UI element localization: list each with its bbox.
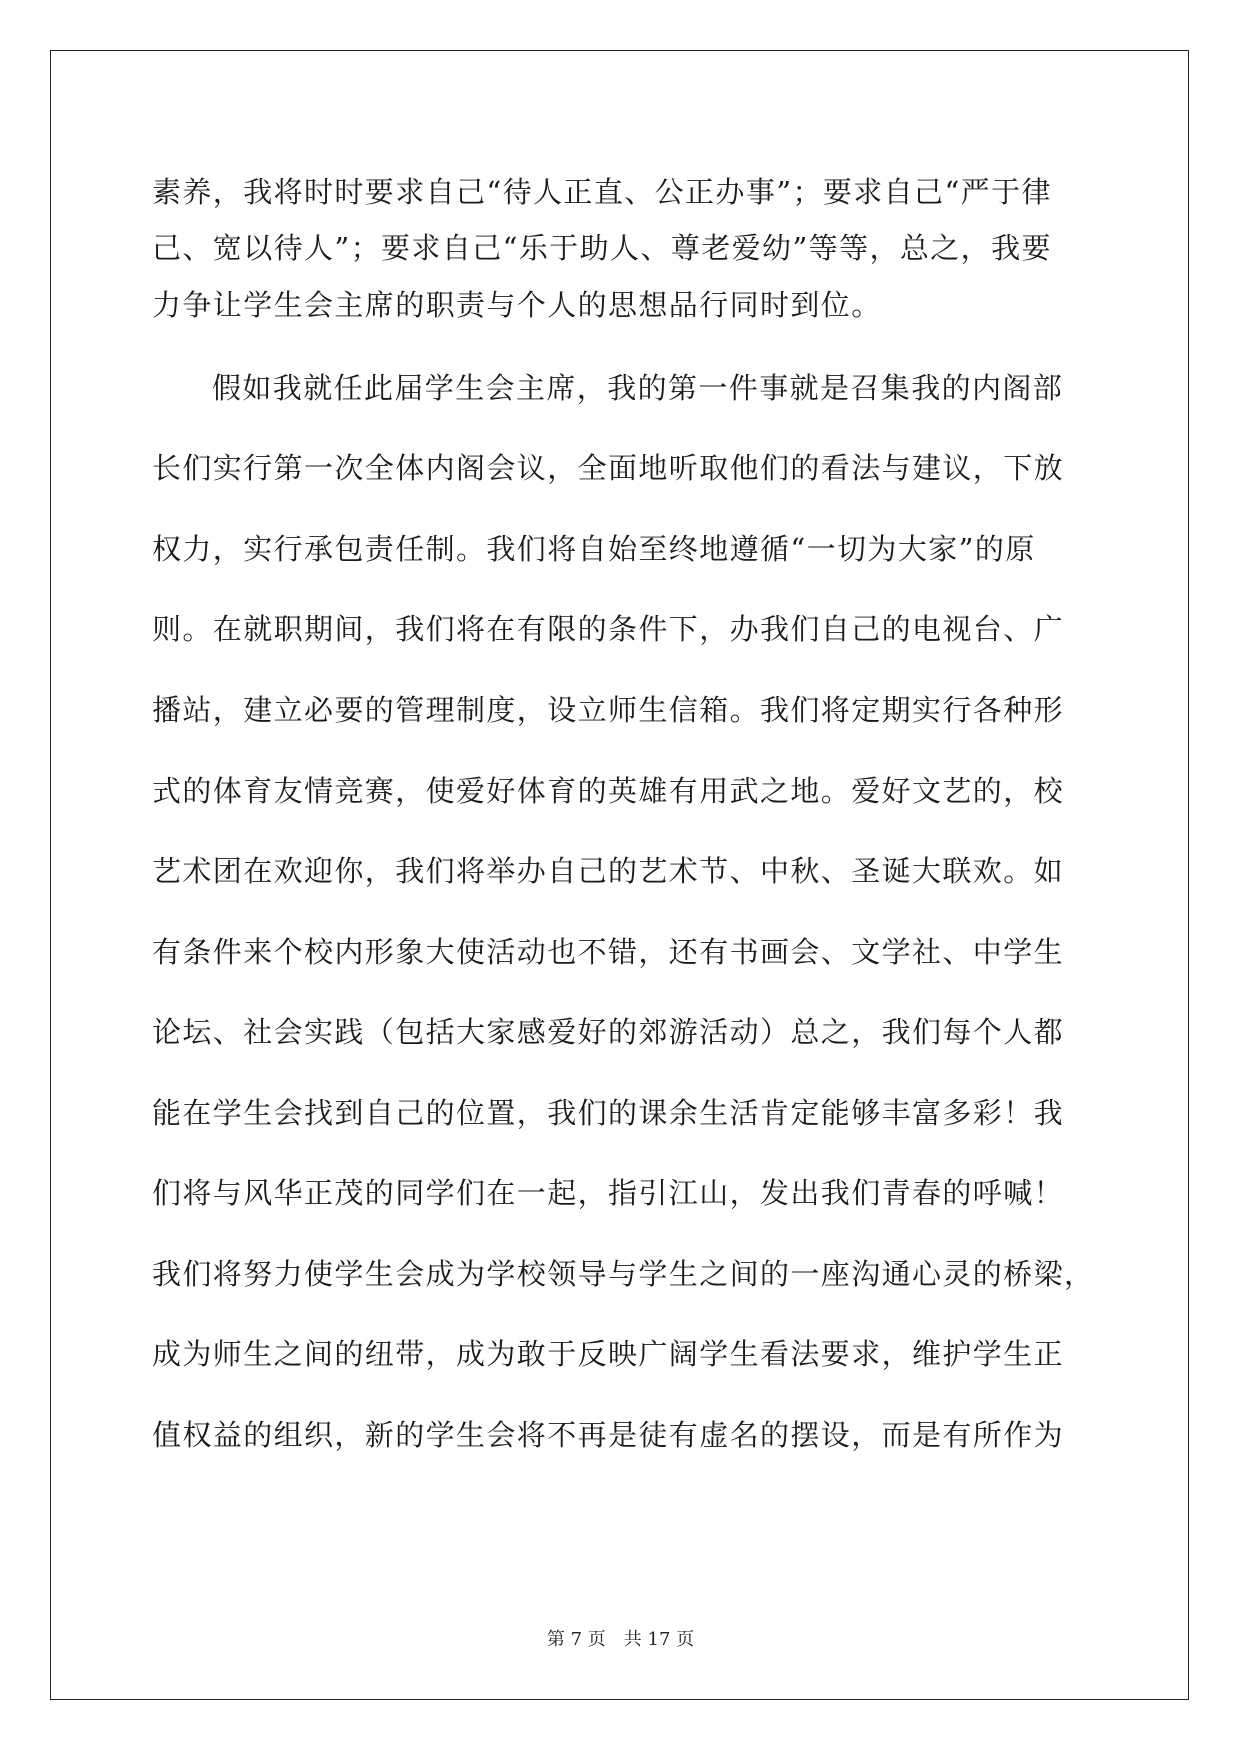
text-line: 值权益的组织，新的学生会将不再是徒有虚名的摆设，而是有所作为 — [152, 1418, 1065, 1452]
text-line: 长们实行第一次全体内阁会议，全面地听取他们的看法与建议，下放 — [152, 451, 1065, 485]
paragraph-first-line: 假如我就任此届学生会主席，我的第一件事就是召集我的内阁部 — [212, 371, 1064, 405]
text-line: 则。在就职期间，我们将在有限的条件下，办我们自己的电视台、广 — [152, 612, 1065, 646]
text-line: 成为师生之间的纽带，成为敢于反映广阔学生看法要求，维护学生正 — [152, 1337, 1065, 1371]
page-footer — [0, 1628, 1241, 1652]
text-line: 式的体育友情竞赛，使爱好体育的英雄有用武之地。爱好文艺的，校 — [152, 774, 1065, 808]
text-line: 力争让学生会主席的职责与个人的思想品行同时到位。 — [152, 288, 882, 322]
text-line: 论坛、社会实践（包括大家感爱好的郊游活动）总之，我们每个人都 — [152, 1015, 1065, 1049]
text-line: 权力，实行承包责任制。我们将自始至终地遵循“一切为大家”的原 — [152, 532, 1036, 566]
text-line: 素养，我将时时要求自己“待人正直、公正办事”；要求自己“严于律 — [152, 175, 1052, 209]
text-line: 能在学生会找到自己的位置，我们的课余生活肯定能够丰富多彩！我 — [152, 1096, 1065, 1130]
text-line: 艺术团在欢迎你，我们将举办自己的艺术节、中秋、圣诞大联欢。如 — [152, 854, 1065, 888]
text-line: 播站，建立必要的管理制度，设立师生信箱。我们将定期实行各种形 — [152, 693, 1065, 727]
page-total: 共 17 页 — [623, 1629, 695, 1650]
text-line: 我们将努力使学生会成为学校领导与学生之间的一座沟通心灵的桥梁， — [152, 1257, 1095, 1291]
text-line: 们将与风华正茂的同学们在一起，指引江山，发出我们青春的呼喊！ — [152, 1176, 1065, 1210]
page-number: 第 7 页 — [546, 1629, 606, 1650]
text-line: 有条件来个校内形象大使活动也不错，还有书画会、文学社、中学生 — [152, 935, 1065, 969]
text-line: 己、宽以待人”；要求自己“乐于助人、尊老爱幼”等等，总之，我要 — [152, 231, 1052, 265]
